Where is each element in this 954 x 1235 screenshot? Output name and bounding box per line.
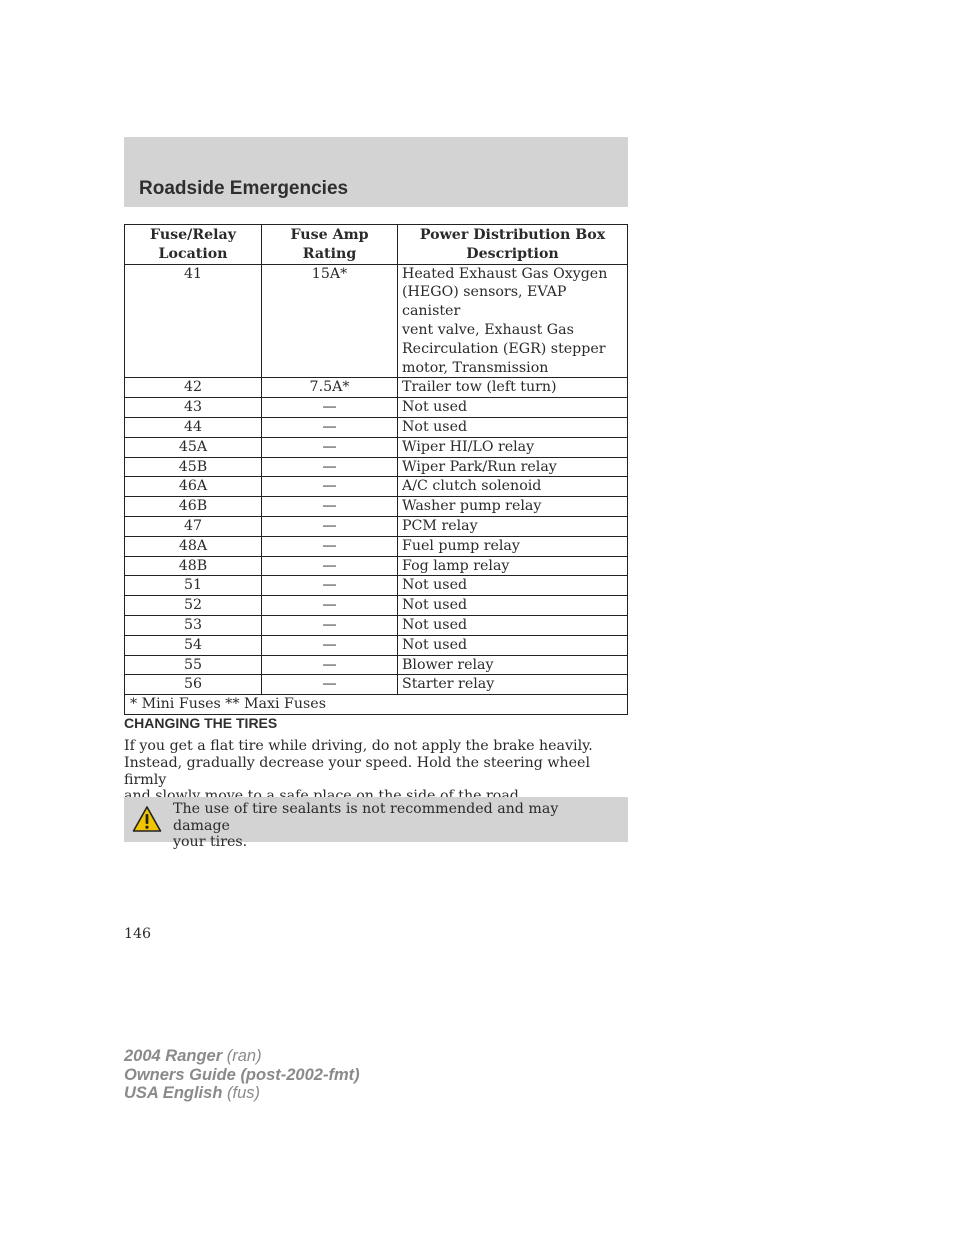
table-row <box>125 556 628 576</box>
fuse-rating-cell: — <box>262 655 398 675</box>
description-line: Recirculation (EGR) stepper <box>402 340 606 357</box>
header-description <box>398 225 628 265</box>
fuse-rating-cell: 7.5A* <box>262 378 398 398</box>
fuse-location-cell: 52 <box>125 596 262 616</box>
header-description-line2: Description <box>466 245 559 262</box>
fuse-location-cell: 55 <box>125 655 262 675</box>
fuse-description-cell <box>398 497 628 517</box>
table-row <box>125 497 628 517</box>
description-line: A/C clutch solenoid <box>402 478 542 495</box>
footer-language-code: (fus) <box>222 1084 260 1102</box>
document-footer <box>124 1047 360 1103</box>
description-line: Not used <box>402 597 468 614</box>
fuse-description-cell <box>398 556 628 576</box>
fuse-description-cell <box>398 635 628 655</box>
fuse-location-cell: 51 <box>125 576 262 596</box>
fuse-rating-cell: — <box>262 675 398 695</box>
fuse-location-cell: 53 <box>125 615 262 635</box>
fuse-table <box>124 224 628 715</box>
fuse-description-cell <box>398 477 628 497</box>
footer-model-code: (ran) <box>222 1047 262 1065</box>
warning-line: your tires. <box>173 834 248 850</box>
header-location-line2: Location <box>158 245 228 262</box>
description-line: vent valve, Exhaust Gas <box>402 321 574 338</box>
fuse-rating-cell: — <box>262 497 398 517</box>
fuse-description-cell <box>398 437 628 457</box>
table-row <box>125 264 628 378</box>
fuse-location-cell: 46B <box>125 497 262 517</box>
fuse-location-cell: 44 <box>125 417 262 437</box>
table-row <box>125 378 628 398</box>
header-rating-line2: Rating <box>302 245 357 262</box>
header-rating-line1: Fuse Amp <box>290 227 369 243</box>
fuse-location-cell: 45A <box>125 437 262 457</box>
description-line: Not used <box>402 616 468 633</box>
fuse-description-cell <box>398 675 628 695</box>
description-line: Fuel pump relay <box>402 537 520 554</box>
description-line: Not used <box>402 418 468 435</box>
description-line: Blower relay <box>402 656 494 673</box>
fuse-rating-cell: 15A* <box>262 264 398 378</box>
description-line: Wiper HI/LO relay <box>402 438 535 455</box>
warning-triangle-icon <box>132 805 162 833</box>
page-number: 146 <box>124 926 152 942</box>
description-line: Not used <box>402 399 468 416</box>
fuse-description-cell <box>398 264 628 378</box>
fuse-location-cell: 45B <box>125 457 262 477</box>
description-line: motor, Transmission <box>402 359 549 376</box>
fuse-rating-cell: — <box>262 536 398 556</box>
description-line: Not used <box>402 577 468 594</box>
table-footnote-row <box>125 695 628 715</box>
table-row <box>125 516 628 536</box>
fuse-description-cell <box>398 615 628 635</box>
fuse-description-cell <box>398 516 628 536</box>
section-body <box>124 738 624 805</box>
page-title: Roadside Emergencies <box>139 178 349 199</box>
fuse-description-cell <box>398 536 628 556</box>
table-header-row <box>125 225 628 265</box>
table-row <box>125 536 628 556</box>
description-line: Starter relay <box>402 676 495 693</box>
description-line: Heated Exhaust Gas Oxygen <box>402 265 608 282</box>
fuse-location-cell: 48B <box>125 556 262 576</box>
table-row <box>125 576 628 596</box>
fuse-description-cell <box>398 398 628 418</box>
fuse-description-cell <box>398 378 628 398</box>
footer-guide: Owners Guide (post-2002-fmt) <box>124 1065 360 1084</box>
fuse-location-cell: 42 <box>125 378 262 398</box>
fuse-rating-cell: — <box>262 556 398 576</box>
description-line: PCM relay <box>402 517 478 534</box>
warning-line: The use of tire sealants is not recommended and may damage <box>173 801 559 834</box>
fuse-location-cell: 47 <box>125 516 262 536</box>
fuse-rating-cell: — <box>262 576 398 596</box>
fuse-location-cell: 43 <box>125 398 262 418</box>
description-line: Trailer tow (left turn) <box>402 379 557 396</box>
warning-text <box>173 801 613 851</box>
description-line: Wiper Park/Run relay <box>402 458 557 475</box>
fuse-rating-cell: — <box>262 398 398 418</box>
section-heading: CHANGING THE TIRES <box>124 715 278 731</box>
fuse-rating-cell: — <box>262 635 398 655</box>
fuse-location-cell: 41 <box>125 264 262 378</box>
table-row <box>125 398 628 418</box>
footer-language: USA English <box>124 1084 223 1102</box>
table-body <box>125 264 628 695</box>
fuse-description-cell <box>398 576 628 596</box>
description-line: Fog lamp relay <box>402 557 510 574</box>
footer-model: 2004 Ranger <box>124 1047 223 1065</box>
table-row <box>125 635 628 655</box>
table-row <box>125 477 628 497</box>
header-location-line1: Fuse/Relay <box>150 227 236 243</box>
table-row <box>125 655 628 675</box>
fuse-rating-cell: — <box>262 615 398 635</box>
header-description-line1: Power Distribution Box <box>419 227 606 243</box>
table-row <box>125 417 628 437</box>
warning-box <box>124 797 628 850</box>
fuse-rating-cell: — <box>262 596 398 616</box>
body-line: If you get a flat tire while driving, do not apply the brake heavily. <box>124 738 593 754</box>
fuse-location-cell: 46A <box>125 477 262 497</box>
fuse-location-cell: 56 <box>125 675 262 695</box>
table-row <box>125 596 628 616</box>
table-row <box>125 615 628 635</box>
fuse-location-cell: 48A <box>125 536 262 556</box>
fuse-description-cell <box>398 655 628 675</box>
fuse-rating-cell: — <box>262 437 398 457</box>
fuse-rating-cell: — <box>262 417 398 437</box>
header-location <box>125 225 262 265</box>
header-band <box>124 137 628 207</box>
description-line: Washer pump relay <box>402 498 542 515</box>
fuse-description-cell <box>398 417 628 437</box>
table-row <box>125 457 628 477</box>
fuse-description-cell <box>398 596 628 616</box>
fuse-location-cell: 54 <box>125 635 262 655</box>
fuse-description-cell <box>398 457 628 477</box>
body-line: Instead, gradually decrease your speed. Hold the steering wheel firmly <box>124 754 590 788</box>
table-footnote: * Mini Fuses ** Maxi Fuses <box>125 695 628 715</box>
fuse-rating-cell: — <box>262 516 398 536</box>
table-row <box>125 437 628 457</box>
header-rating <box>262 225 398 265</box>
description-line: (HEGO) sensors, EVAP canister <box>402 284 567 320</box>
fuse-rating-cell: — <box>262 477 398 497</box>
table-row <box>125 675 628 695</box>
fuse-rating-cell: — <box>262 457 398 477</box>
description-line: Not used <box>402 636 468 653</box>
